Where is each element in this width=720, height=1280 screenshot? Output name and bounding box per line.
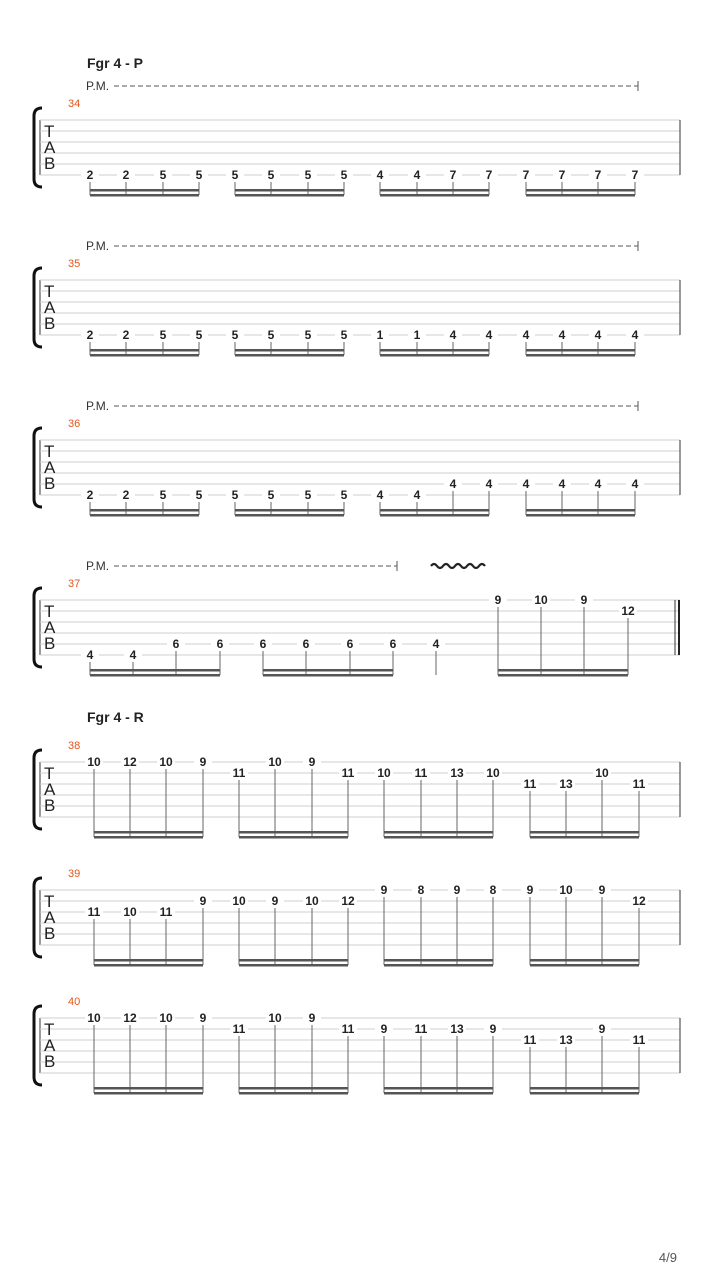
tab-clef-letter: B bbox=[44, 924, 56, 943]
fret-number: 9 bbox=[598, 883, 606, 897]
fret-number: 10 bbox=[159, 755, 173, 769]
fret-number: 12 bbox=[123, 755, 137, 769]
beam-secondary bbox=[384, 831, 493, 834]
fret-number: 4 bbox=[558, 328, 566, 342]
fret-number: 10 bbox=[232, 894, 246, 908]
tab-clef-letter: T bbox=[44, 602, 55, 621]
beam-primary bbox=[380, 194, 489, 197]
tab-clef-letter: B bbox=[44, 314, 56, 333]
palm-mute-label: P.M. bbox=[86, 79, 110, 93]
tab-clef-letter: A bbox=[44, 458, 56, 477]
tab-clef-letter: B bbox=[44, 154, 56, 173]
beam-secondary bbox=[94, 959, 203, 962]
tab-clef-letter: A bbox=[44, 780, 56, 799]
beam-secondary bbox=[498, 669, 628, 672]
beam-primary bbox=[526, 194, 635, 197]
fret-number: 11 bbox=[341, 1022, 355, 1036]
measure-number: 38 bbox=[68, 740, 81, 752]
section-label-fgr4-r: Fgr 4 - R bbox=[87, 709, 144, 725]
fret-number: 11 bbox=[632, 777, 646, 791]
fret-number: 13 bbox=[450, 1022, 464, 1036]
fret-number: 10 bbox=[268, 755, 282, 769]
fret-number: 2 bbox=[122, 488, 130, 502]
fret-number: 6 bbox=[216, 637, 224, 651]
fret-number: 11 bbox=[414, 1022, 428, 1036]
fret-number: 10 bbox=[595, 766, 609, 780]
page-number: 4/9 bbox=[658, 1250, 677, 1265]
beam-primary bbox=[239, 964, 348, 967]
tab-clef-letter: T bbox=[44, 892, 55, 911]
fret-number: 7 bbox=[485, 168, 493, 182]
fret-number: 11 bbox=[232, 1022, 246, 1036]
fret-number: 2 bbox=[86, 168, 94, 182]
fret-number: 9 bbox=[598, 1022, 606, 1036]
fret-number: 4 bbox=[631, 328, 639, 342]
beam-secondary bbox=[530, 831, 639, 834]
beam-primary bbox=[235, 354, 344, 357]
tab-clef-letter: T bbox=[44, 764, 55, 783]
measure-number: 40 bbox=[68, 996, 81, 1008]
beam-secondary bbox=[384, 1087, 493, 1090]
fret-number: 12 bbox=[123, 1011, 137, 1025]
fret-number: 7 bbox=[522, 168, 530, 182]
fret-number: 6 bbox=[259, 637, 267, 651]
fret-number: 5 bbox=[195, 488, 203, 502]
tab-clef-letter: B bbox=[44, 796, 56, 815]
fret-number: 10 bbox=[377, 766, 391, 780]
fret-number: 5 bbox=[340, 328, 348, 342]
beam-primary bbox=[90, 354, 199, 357]
fret-number: 9 bbox=[199, 894, 207, 908]
tab-clef-letter: A bbox=[44, 908, 56, 927]
fret-number: 5 bbox=[304, 328, 312, 342]
fret-number: 9 bbox=[494, 593, 502, 607]
fret-number: 13 bbox=[559, 1033, 573, 1047]
fret-number: 4 bbox=[485, 328, 493, 342]
tab-clef-letter: A bbox=[44, 618, 56, 637]
measure-number: 35 bbox=[68, 258, 81, 270]
measure-number: 37 bbox=[68, 578, 81, 590]
fret-number: 11 bbox=[523, 1033, 537, 1047]
beam-primary bbox=[239, 836, 348, 839]
tab-clef-letter: A bbox=[44, 138, 56, 157]
beam-primary bbox=[90, 194, 199, 197]
fret-number: 10 bbox=[87, 1011, 101, 1025]
beam-secondary bbox=[90, 349, 199, 352]
fret-number: 11 bbox=[159, 905, 173, 919]
beam-secondary bbox=[530, 1087, 639, 1090]
beam-secondary bbox=[526, 349, 635, 352]
beam-primary bbox=[384, 1092, 493, 1095]
fret-number: 10 bbox=[268, 1011, 282, 1025]
fret-number: 10 bbox=[123, 905, 137, 919]
fret-number: 5 bbox=[231, 168, 239, 182]
fret-number: 12 bbox=[621, 604, 635, 618]
measure-number: 39 bbox=[68, 868, 81, 880]
fret-number: 5 bbox=[159, 168, 167, 182]
beam-primary bbox=[90, 674, 220, 677]
fret-number: 6 bbox=[346, 637, 354, 651]
fret-number: 9 bbox=[489, 1022, 497, 1036]
fret-number: 2 bbox=[86, 488, 94, 502]
fret-number: 5 bbox=[231, 328, 239, 342]
fret-number: 9 bbox=[199, 755, 207, 769]
tab-clef-letter: B bbox=[44, 474, 56, 493]
fret-number: 7 bbox=[558, 168, 566, 182]
measure-number: 34 bbox=[68, 98, 81, 110]
tab-clef-letter: T bbox=[44, 122, 55, 141]
beam-secondary bbox=[90, 189, 199, 192]
beam-secondary bbox=[94, 1087, 203, 1090]
fret-number: 11 bbox=[414, 766, 428, 780]
fret-number: 4 bbox=[432, 637, 440, 651]
palm-mute-label: P.M. bbox=[86, 559, 110, 573]
beam-primary bbox=[526, 514, 635, 517]
fret-number: 5 bbox=[267, 328, 275, 342]
beam-primary bbox=[94, 1092, 203, 1095]
fret-number: 4 bbox=[558, 477, 566, 491]
fret-number: 4 bbox=[413, 488, 421, 502]
measure-number: 36 bbox=[68, 418, 81, 430]
beam-primary bbox=[94, 964, 203, 967]
beam-secondary bbox=[239, 1087, 348, 1090]
tab-clef-letter: B bbox=[44, 1052, 56, 1071]
fret-number: 4 bbox=[413, 168, 421, 182]
beam-secondary bbox=[90, 509, 199, 512]
fret-number: 5 bbox=[159, 488, 167, 502]
fret-number: 4 bbox=[376, 488, 384, 502]
fret-number: 4 bbox=[594, 328, 602, 342]
beam-primary bbox=[380, 354, 489, 357]
fret-number: 2 bbox=[86, 328, 94, 342]
fret-number: 4 bbox=[594, 477, 602, 491]
fret-number: 9 bbox=[199, 1011, 207, 1025]
tab-clef-letter: T bbox=[44, 282, 55, 301]
beam-secondary bbox=[526, 509, 635, 512]
fret-number: 2 bbox=[122, 168, 130, 182]
fret-number: 11 bbox=[341, 766, 355, 780]
beam-primary bbox=[380, 514, 489, 517]
beam-secondary bbox=[526, 189, 635, 192]
fret-number: 8 bbox=[417, 883, 425, 897]
fret-number: 5 bbox=[304, 168, 312, 182]
beam-primary bbox=[530, 1092, 639, 1095]
tab-clef-letter: A bbox=[44, 1036, 56, 1055]
fret-number: 1 bbox=[376, 328, 384, 342]
fret-number: 9 bbox=[308, 755, 316, 769]
beam-secondary bbox=[380, 189, 489, 192]
fret-number: 7 bbox=[449, 168, 457, 182]
beam-primary bbox=[90, 514, 199, 517]
fret-number: 4 bbox=[522, 328, 530, 342]
fret-number: 9 bbox=[526, 883, 534, 897]
fret-number: 5 bbox=[340, 168, 348, 182]
fret-number: 4 bbox=[129, 648, 137, 662]
fret-number: 9 bbox=[380, 883, 388, 897]
beam-secondary bbox=[384, 959, 493, 962]
tab-clef-letter: T bbox=[44, 442, 55, 461]
beam-secondary bbox=[239, 959, 348, 962]
fret-number: 13 bbox=[559, 777, 573, 791]
fret-number: 6 bbox=[389, 637, 397, 651]
fret-number: 8 bbox=[489, 883, 497, 897]
beam-secondary bbox=[94, 831, 203, 834]
beam-primary bbox=[498, 674, 628, 677]
beam-secondary bbox=[380, 349, 489, 352]
beam-secondary bbox=[263, 669, 393, 672]
fret-number: 5 bbox=[340, 488, 348, 502]
fret-number: 10 bbox=[87, 755, 101, 769]
fret-number: 7 bbox=[631, 168, 639, 182]
beam-primary bbox=[530, 836, 639, 839]
fret-number: 1 bbox=[413, 328, 421, 342]
fret-number: 6 bbox=[302, 637, 310, 651]
beam-primary bbox=[263, 674, 393, 677]
fret-number: 11 bbox=[87, 905, 101, 919]
fret-number: 5 bbox=[267, 488, 275, 502]
fret-number: 9 bbox=[380, 1022, 388, 1036]
beam-secondary bbox=[235, 189, 344, 192]
fret-number: 7 bbox=[594, 168, 602, 182]
fret-number: 12 bbox=[632, 894, 646, 908]
fret-number: 10 bbox=[486, 766, 500, 780]
fret-number: 4 bbox=[522, 477, 530, 491]
fret-number: 10 bbox=[534, 593, 548, 607]
fret-number: 9 bbox=[308, 1011, 316, 1025]
fret-number: 4 bbox=[86, 648, 94, 662]
fret-number: 10 bbox=[559, 883, 573, 897]
beam-secondary bbox=[235, 509, 344, 512]
fret-number: 5 bbox=[231, 488, 239, 502]
fret-number: 5 bbox=[195, 168, 203, 182]
beam-primary bbox=[94, 836, 203, 839]
palm-mute-label: P.M. bbox=[86, 399, 110, 413]
fret-number: 10 bbox=[305, 894, 319, 908]
beam-secondary bbox=[235, 349, 344, 352]
beam-secondary bbox=[530, 959, 639, 962]
fret-number: 11 bbox=[232, 766, 246, 780]
fret-number: 5 bbox=[195, 328, 203, 342]
fret-number: 11 bbox=[632, 1033, 646, 1047]
beam-secondary bbox=[380, 509, 489, 512]
fret-number: 10 bbox=[159, 1011, 173, 1025]
beam-primary bbox=[235, 194, 344, 197]
beam-primary bbox=[526, 354, 635, 357]
vibrato-mark bbox=[431, 564, 485, 568]
fret-number: 4 bbox=[449, 477, 457, 491]
fret-number: 4 bbox=[631, 477, 639, 491]
fret-number: 12 bbox=[341, 894, 355, 908]
fret-number: 2 bbox=[122, 328, 130, 342]
fret-number: 5 bbox=[304, 488, 312, 502]
beam-secondary bbox=[90, 669, 220, 672]
beam-primary bbox=[384, 836, 493, 839]
tab-clef-letter: A bbox=[44, 298, 56, 317]
fret-number: 9 bbox=[271, 894, 279, 908]
beam-primary bbox=[384, 964, 493, 967]
fret-number: 4 bbox=[376, 168, 384, 182]
fret-number: 4 bbox=[449, 328, 457, 342]
fret-number: 5 bbox=[159, 328, 167, 342]
section-label-fgr4-p: Fgr 4 - P bbox=[87, 55, 144, 71]
palm-mute-label: P.M. bbox=[86, 239, 110, 253]
beam-secondary bbox=[239, 831, 348, 834]
fret-number: 9 bbox=[453, 883, 461, 897]
fret-number: 11 bbox=[523, 777, 537, 791]
tab-clef-letter: B bbox=[44, 634, 56, 653]
beam-primary bbox=[235, 514, 344, 517]
beam-primary bbox=[239, 1092, 348, 1095]
fret-number: 13 bbox=[450, 766, 464, 780]
fret-number: 9 bbox=[580, 593, 588, 607]
fret-number: 6 bbox=[172, 637, 180, 651]
fret-number: 4 bbox=[485, 477, 493, 491]
fret-number: 5 bbox=[267, 168, 275, 182]
tab-clef-letter: T bbox=[44, 1020, 55, 1039]
beam-primary bbox=[530, 964, 639, 967]
